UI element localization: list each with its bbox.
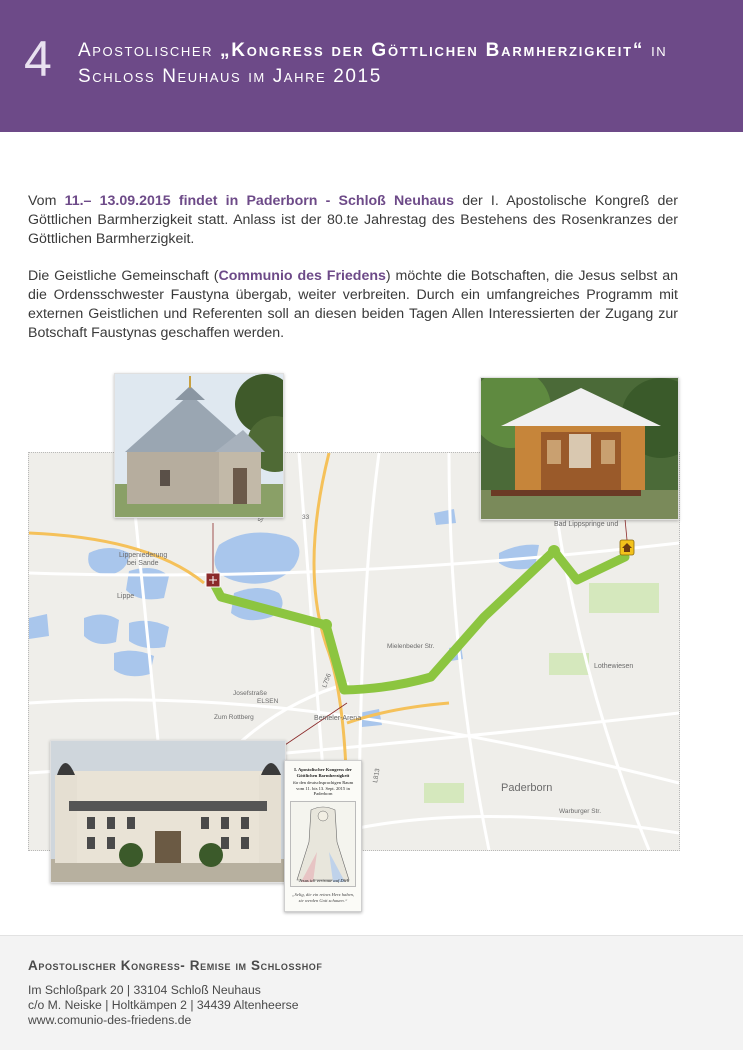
map-label-l756: L756 xyxy=(321,672,333,689)
photo-shrine xyxy=(480,377,679,520)
intro-paragraph-2 xyxy=(28,267,678,343)
page-number: 4 xyxy=(24,31,52,87)
footer-website-link[interactable]: www.comunio-des-friedens.de xyxy=(28,1013,192,1027)
page-header xyxy=(0,0,743,132)
event-dates: 11.– 13.09.2015 findet in Paderborn - Schloß Neuhaus xyxy=(64,193,454,209)
route-waypoint xyxy=(320,619,332,631)
flyer-image xyxy=(290,801,356,887)
shrine-illustration xyxy=(481,378,678,519)
map-label-benteler-arena: Benteler-Arena xyxy=(314,715,362,722)
flyer-title: I. Apostolischer Kongress der Göttlichen Barmherzigkeit xyxy=(294,767,352,778)
connector-line-icon xyxy=(625,519,627,540)
route-waypoint xyxy=(548,545,560,557)
photo-chapel xyxy=(114,373,284,518)
divine-mercy-icon xyxy=(291,802,355,886)
intro-p2-lead: Die Geistliche Gemeinschaft ( xyxy=(28,268,219,284)
map-label-lothewiesen: Lothewiesen xyxy=(594,663,634,670)
flyer-caption: Jesus ich vertraue auf Dich xyxy=(298,878,350,884)
photo-castle xyxy=(50,740,286,883)
map-label-elsen: ELSEN xyxy=(257,698,279,705)
title-bold: „Kongress der Göttlichen Barmherzigkeit“ xyxy=(219,40,645,61)
flyer-quote: „Selig, die ein reines Herz haben, sie werden Gott schauen.“ xyxy=(291,891,355,903)
footer-address-line-2: c/o M. Neiske | Holtkämpen 2 | 34439 Altenheerse xyxy=(28,998,299,1012)
park-area xyxy=(589,583,659,613)
map-label-lippeniederung: Lippeniederung xyxy=(119,552,168,559)
map-label-warburger: Warburger Str. xyxy=(559,808,602,815)
park-area xyxy=(549,653,589,675)
chapel-illustration xyxy=(115,374,283,517)
map-label-lippe: Lippe xyxy=(117,593,135,600)
footer-address-line-1: Im Schloßpark 20 | 33104 Schloß Neuhaus xyxy=(28,983,261,997)
home-marker-icon[interactable] xyxy=(620,540,634,555)
page-title xyxy=(78,38,718,90)
castle-illustration xyxy=(51,741,285,882)
map-label-route-33: 33 xyxy=(302,514,310,521)
flyer-subtitle: für den deutschsprachigen Raum vom 11. bis 13. Sept. 2015 in Paderborn xyxy=(292,780,354,797)
map-label-bad-lippspringe: Bad Lippspringe und xyxy=(554,521,619,528)
title-prefix: Apostolischer xyxy=(78,40,220,61)
title-suffix: in Schloss Neuhaus im Jahre 2015 xyxy=(78,40,668,87)
footer-heading: Apostolischer Kongress- Remise im Schlosshof xyxy=(28,958,323,973)
intro-p1-lead: Vom xyxy=(28,193,65,209)
intro-p2-rest: ) möchte die Botschaften, die Jesus selbst an die Ordensschwester Faustyna übergab, weiter verbreiten. Durch ein umfangreiches Programm mit externen Geistlichen und Referenten soll an diesen beiden Tagen Allen Interessierten der Zugang zur Botschaft Faustynas geschaffen werden. xyxy=(28,268,678,341)
chapel-marker-icon[interactable] xyxy=(206,573,220,587)
map-label-bei-sande: bei Sande xyxy=(127,560,159,567)
event-flyer xyxy=(284,760,362,912)
map-label-paderborn: Paderborn xyxy=(501,782,553,794)
park-area xyxy=(424,783,464,803)
map-label-mielenbeder: Mielenbeder Str. xyxy=(387,643,435,650)
intro-text xyxy=(28,192,678,361)
intro-paragraph-1 xyxy=(28,192,678,249)
page-footer xyxy=(0,935,743,1050)
map-label-l813: L813 xyxy=(372,767,382,784)
intro-p1-rest: der I. Apostolische Kongreß der Göttlichen Barmherzigkeit statt. Anlass ist der 80.te Jahrestag des Bestehens des Rosenkranzes der Göttlichen Barmherzigkeit. xyxy=(28,193,678,247)
community-name: Communio des Friedens xyxy=(218,268,386,284)
map-label-zum-rottberg: Zum Rottberg xyxy=(214,714,254,721)
map-label-josefstrasse: Josefstraße xyxy=(233,690,267,697)
